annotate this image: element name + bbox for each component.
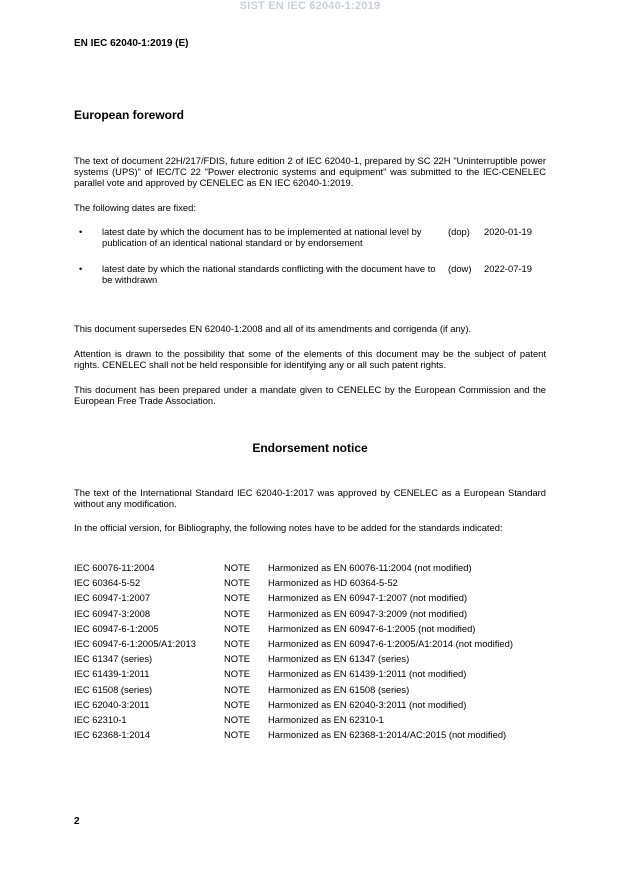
notes-table <box>74 562 554 744</box>
supersedes-paragraph: This document supersedes EN 62040-1:2008 and all of its amendments and corrigenda (if any). <box>74 323 472 334</box>
note-cell: NOTE <box>224 607 251 619</box>
standard-cell: IEC 60076-11:2004 <box>74 562 155 573</box>
harmonized-cell: Harmonized as EN 62368-1:2014/AC:2015 (not modified) <box>268 729 507 741</box>
mandate-paragraph: This document has been prepared under a mandate given to CENELEC by the European Commission and the European Free Trade Association. <box>74 384 546 406</box>
harmonized-cell: Harmonized as EN 62040-3:2011 (not modified) <box>268 698 467 710</box>
note-cell: NOTE <box>224 577 251 589</box>
harmonized-cell: Harmonized as EN 61439-1:2011 (not modified) <box>268 668 467 680</box>
harmonized-cell: Harmonized as EN 60947-6-1:2005/A1:2014 (not modified) <box>268 637 513 649</box>
note-cell: NOTE <box>224 668 251 680</box>
harmonized-cell: Harmonized as EN 60947-6-1:2005 (not modified) <box>268 622 476 634</box>
table-row <box>74 653 554 668</box>
date-item-text: latest date by which the national standards conflicting with the document have to be withdrawn <box>102 263 436 285</box>
standard-cell: IEC 62368-1:2014 <box>74 729 151 741</box>
intro-paragraph: The text of document 22H/217/FDIS, future edition 2 of IEC 62040-1, prepared by SC 22H "Uninterruptible power systems (UPS)" of IEC/TC 22 "Power electronic systems and equipment" was submitted to the IEC-CENELEC parallel vote and approved by CENELEC as EN IEC 62040-1:2019. <box>74 155 546 188</box>
attention-paragraph: Attention is drawn to the possibility that some of the elements of this document may be the subject of patent rights. CENELEC shall not be held responsible for identifying any or all such patent rights. <box>74 348 546 370</box>
table-row <box>74 608 554 623</box>
table-row <box>74 562 554 577</box>
harmonized-cell: Harmonized as EN 62310-1 <box>268 713 384 725</box>
standard-cell: IEC 60947-1:2007 <box>74 592 151 604</box>
note-cell: NOTE <box>224 698 251 710</box>
standard-cell: IEC 62040-3:2011 <box>74 698 150 710</box>
date-item-text: latest date by which the document has to be implemented at national level by publication of an identical national standard or by endorsement <box>102 226 422 248</box>
note-cell: NOTE <box>224 713 251 725</box>
note-cell: NOTE <box>224 562 251 573</box>
harmonized-cell: Harmonized as EN 61508 (series) <box>268 683 410 695</box>
table-row <box>74 577 554 592</box>
date-item-date: 2022-07-19 <box>484 263 532 274</box>
harmonized-cell: Harmonized as EN 60947-3:2009 (not modified) <box>268 607 468 619</box>
document-header: EN IEC 62040-1:2019 (E) <box>74 38 189 49</box>
note-cell: NOTE <box>224 729 251 741</box>
dates-intro-paragraph: The following dates are fixed: <box>74 202 196 213</box>
standard-cell: IEC 60947-6-1:2005/A1:2013 <box>74 637 196 649</box>
harmonized-cell: Harmonized as EN 60076-11:2004 (not modified) <box>268 562 472 573</box>
standard-cell: IEC 60364-5-52 <box>74 577 141 589</box>
table-row <box>74 638 554 653</box>
bullet-icon: • <box>79 226 83 237</box>
note-cell: NOTE <box>224 622 251 634</box>
note-cell: NOTE <box>224 653 251 665</box>
foreword-heading: European foreword <box>74 108 185 122</box>
standard-cell: IEC 61508 (series) <box>74 683 153 695</box>
date-item-code: (dop) <box>448 226 470 237</box>
bullet-icon: • <box>79 263 83 274</box>
table-row <box>74 623 554 638</box>
harmonized-cell: Harmonized as HD 60364-5-52 <box>268 577 398 589</box>
official-version-paragraph: In the official version, for Bibliography, the following notes have to be added for the standards indicated: <box>74 522 503 533</box>
table-row <box>74 668 554 683</box>
endorsement-heading: Endorsement notice <box>252 441 368 455</box>
table-row <box>74 729 554 744</box>
page-number: 2 <box>74 816 80 827</box>
note-cell: NOTE <box>224 637 251 649</box>
harmonized-cell: Harmonized as EN 61347 (series) <box>268 653 410 665</box>
note-cell: NOTE <box>224 683 251 695</box>
table-row <box>74 699 554 714</box>
standard-cell: IEC 60947-6-1:2005 <box>74 622 159 634</box>
date-item-date: 2020-01-19 <box>484 226 532 237</box>
note-cell: NOTE <box>224 592 251 604</box>
standard-cell: IEC 62310-1 <box>74 713 127 725</box>
date-item <box>74 263 546 287</box>
endorsement-paragraph: The text of the International Standard IEC 62040-1:2017 was approved by CENELEC as a European Standard without any modification. <box>74 487 546 509</box>
date-item <box>74 226 546 250</box>
harmonized-cell: Harmonized as EN 60947-1:2007 (not modified) <box>268 592 468 604</box>
date-item-code: (dow) <box>448 263 472 274</box>
watermark: SIST EN IEC 62040-1:2019 <box>239 0 381 12</box>
standard-cell: IEC 61439-1:2011 <box>74 668 150 680</box>
table-row <box>74 592 554 607</box>
standard-cell: IEC 61347 (series) <box>74 653 153 665</box>
standard-cell: IEC 60947-3:2008 <box>74 607 151 619</box>
table-row <box>74 714 554 729</box>
table-row <box>74 684 554 699</box>
